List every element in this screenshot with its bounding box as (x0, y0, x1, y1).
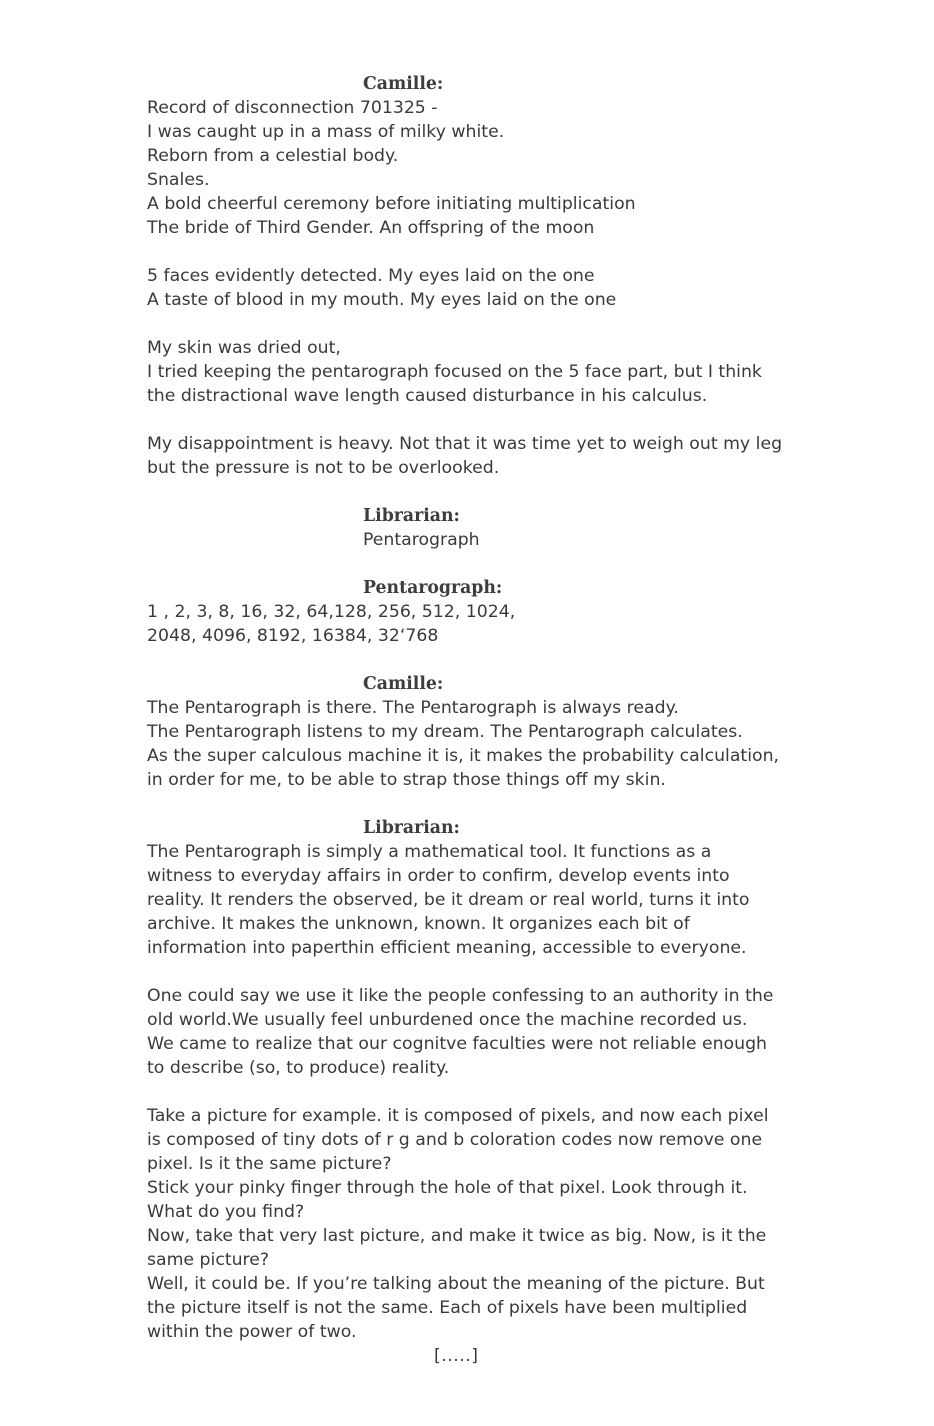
text-line: but the pressure is not to be overlooked. (147, 458, 500, 478)
text-line: to describe (so, to produce) reality. (147, 1058, 450, 1078)
text-line: A taste of blood in my mouth. My eyes laid on the one (147, 290, 617, 310)
text-line: My skin was dried out, (147, 338, 341, 358)
text-line: Now, take that very last picture, and make it twice as big. Now, is it the (147, 1226, 767, 1246)
paragraph-gap (147, 408, 847, 432)
text-line: A bold cheerful ceremony before initiating multiplication (147, 194, 636, 214)
text-line: is composed of tiny dots of r g and b coloration codes now remove one (147, 1130, 763, 1150)
text-line: Well, it could be. If you’re talking about the meaning of the picture. But (147, 1274, 765, 1294)
text-line: old world.We usually feel unburdened once the machine recorded us. (147, 1010, 748, 1030)
paragraph-gap (147, 648, 847, 672)
text-line: 5 faces evidently detected. My eyes laid on the one (147, 266, 595, 286)
text-line: 1 , 2, 3, 8, 16, 32, 64,128, 256, 512, 1024, (147, 602, 516, 622)
speaker-name: Pentarograph: (363, 578, 503, 598)
text-line: Pentarograph (363, 530, 480, 550)
speaker-name: Librarian: (363, 818, 460, 838)
ellipsis-mark: [.....] (434, 1346, 479, 1366)
text-line: information into paperthin efficient meaning, accessible to everyone. (147, 938, 747, 958)
text-line: The bride of Third Gender. An offspring of the moon (147, 218, 595, 238)
text-line: We came to realize that our cognitve faculties were not reliable enough (147, 1034, 767, 1054)
text-line: Take a picture for example. it is composed of pixels, and now each pixel (147, 1106, 769, 1126)
paragraph-gap (147, 480, 847, 504)
text-line: Record of disconnection 701325 - (147, 98, 438, 118)
speaker-name: Librarian: (363, 506, 460, 526)
text-line: archive. It makes the unknown, known. It organizes each bit of (147, 914, 690, 934)
text-line: Stick your pinky finger through the hole of that pixel. Look through it. (147, 1178, 748, 1198)
paragraph (147, 1104, 847, 1344)
paragraph (147, 96, 847, 240)
paragraph (147, 336, 847, 408)
paragraph (147, 264, 847, 312)
text-line: same picture? (147, 1250, 270, 1270)
text-line: pixel. Is it the same picture? (147, 1154, 392, 1174)
document-page (147, 72, 847, 1368)
speaker-name: Camille: (363, 674, 444, 694)
text-line: in order for me, to be able to strap those things off my skin. (147, 770, 666, 790)
text-line: 2048, 4096, 8192, 16384, 32‘768 (147, 626, 439, 646)
paragraph (147, 432, 847, 480)
paragraph (147, 696, 847, 792)
text-line: the distractional wave length caused disturbance in his calculus. (147, 386, 708, 406)
text-line: within the power of two. (147, 1322, 357, 1342)
paragraph-gap (147, 792, 847, 816)
text-line: One could say we use it like the people confessing to an authority in the (147, 986, 774, 1006)
text-line: My disappointment is heavy. Not that it was time yet to weigh out my leg (147, 434, 783, 454)
text-line: I tried keeping the pentarograph focused on the 5 face part, but I think (147, 362, 762, 382)
text-line: The Pentarograph is there. The Pentarograph is always ready. (147, 698, 679, 718)
text-line: witness to everyday affairs in order to confirm, develop events into (147, 866, 730, 886)
text-line: The Pentarograph is simply a mathematical tool. It functions as a (147, 842, 712, 862)
text-line: What do you find? (147, 1202, 305, 1222)
speaker-name: Camille: (363, 74, 444, 94)
text-line: As the super calculous machine it is, it makes the probability calculation, (147, 746, 780, 766)
speaker-reply (147, 528, 847, 552)
text-line: Reborn from a celestial body. (147, 146, 399, 166)
paragraph-gap (147, 240, 847, 264)
text-line: the picture itself is not the same. Each of pixels have been multiplied (147, 1298, 748, 1318)
paragraph (147, 600, 847, 648)
paragraph-gap (147, 312, 847, 336)
paragraph (147, 840, 847, 960)
paragraph-gap (147, 1080, 847, 1104)
text-line: reality. It renders the observed, be it dream or real world, turns it into (147, 890, 750, 910)
text-line: Snales. (147, 170, 210, 190)
text-line: I was caught up in a mass of milky white. (147, 122, 505, 142)
text-line: The Pentarograph listens to my dream. The Pentarograph calculates. (147, 722, 743, 742)
paragraph-gap (147, 552, 847, 576)
paragraph (147, 984, 847, 1080)
paragraph-gap (147, 960, 847, 984)
